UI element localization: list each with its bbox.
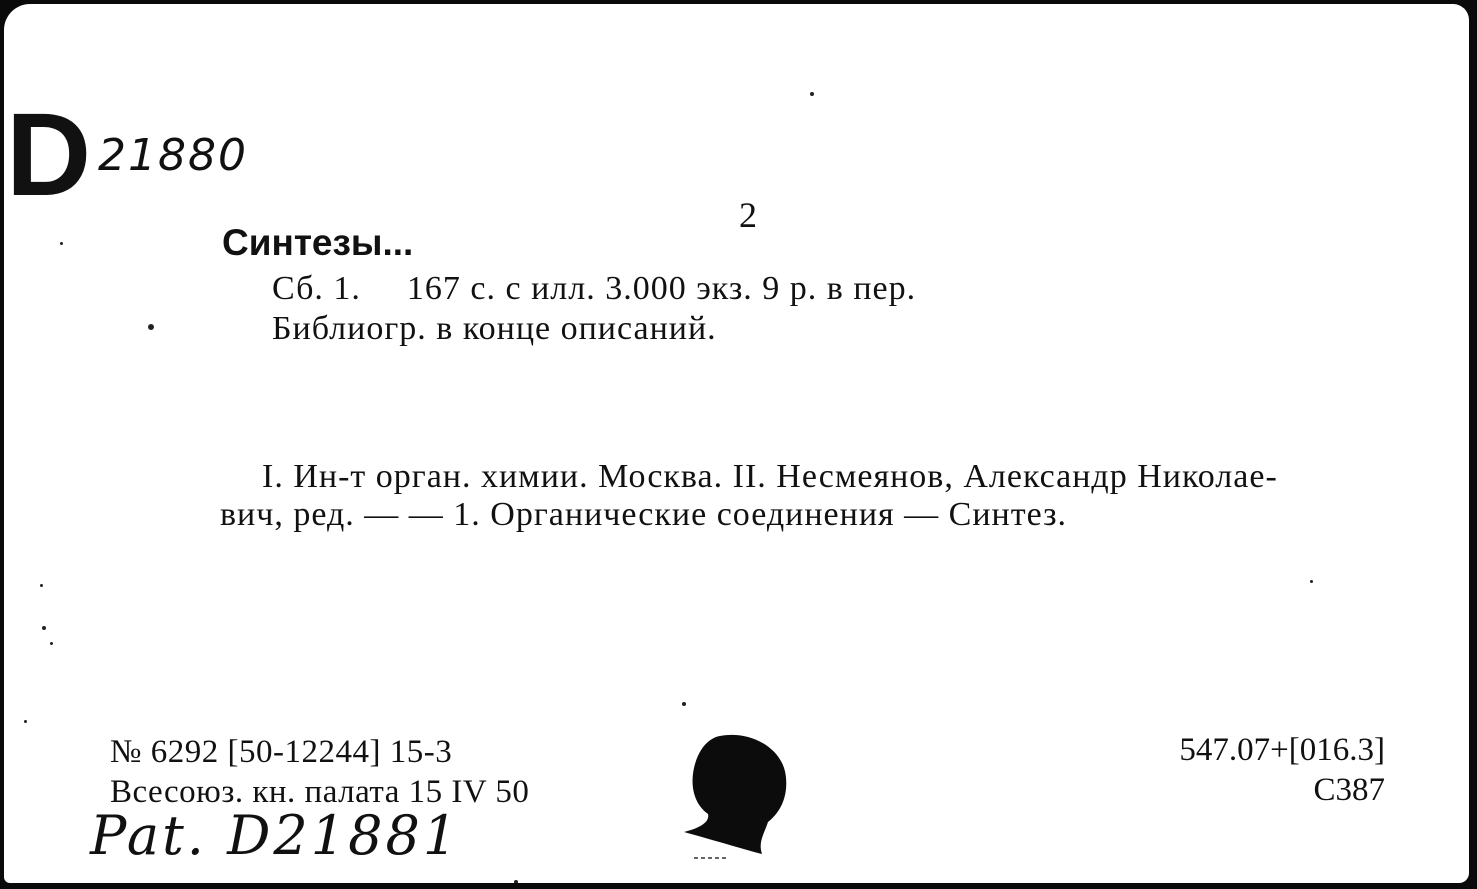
tracing-line-2: вич, ред. — — 1. Органические соединения — Синтез. (220, 496, 1068, 533)
speck (40, 584, 43, 587)
description-line-1 (272, 270, 916, 308)
physical-description: 167 с. с илл. 3.000 экз. 9 р. в пер. (406, 270, 917, 307)
card-title: Синтезы... (222, 222, 414, 263)
catalog-card (4, 4, 1469, 883)
speck (50, 642, 53, 645)
handwritten-note: Pat. D21881 (90, 804, 461, 867)
description-line-2: Библиогр. в конце описаний. (272, 310, 717, 347)
imprint-line-2: Всесоюз. кн. палата 15 IV 50 (110, 774, 530, 810)
udc-classification: 547.07+[016.3] (1179, 732, 1385, 768)
ink-blot-mark (680, 730, 792, 860)
imprint-line-1: № 6292 [50-12244] 15-3 (110, 734, 453, 770)
call-letter: D (6, 89, 90, 221)
speck (514, 880, 518, 883)
speck (60, 242, 63, 245)
speck (42, 626, 46, 630)
speck (148, 324, 154, 330)
call-number: 21880 (98, 130, 248, 181)
author-mark: С387 (1313, 772, 1385, 808)
speck (24, 720, 27, 723)
card-sequence-number: 2 (739, 195, 757, 235)
speck (1310, 580, 1313, 583)
tracing-line-1: I. Ин-т орган. химии. Москва. II. Несмеянов, Александр Николае- (262, 458, 1278, 495)
collection-number: Сб. 1. (272, 270, 361, 307)
speck (810, 92, 814, 96)
speck (682, 702, 686, 706)
